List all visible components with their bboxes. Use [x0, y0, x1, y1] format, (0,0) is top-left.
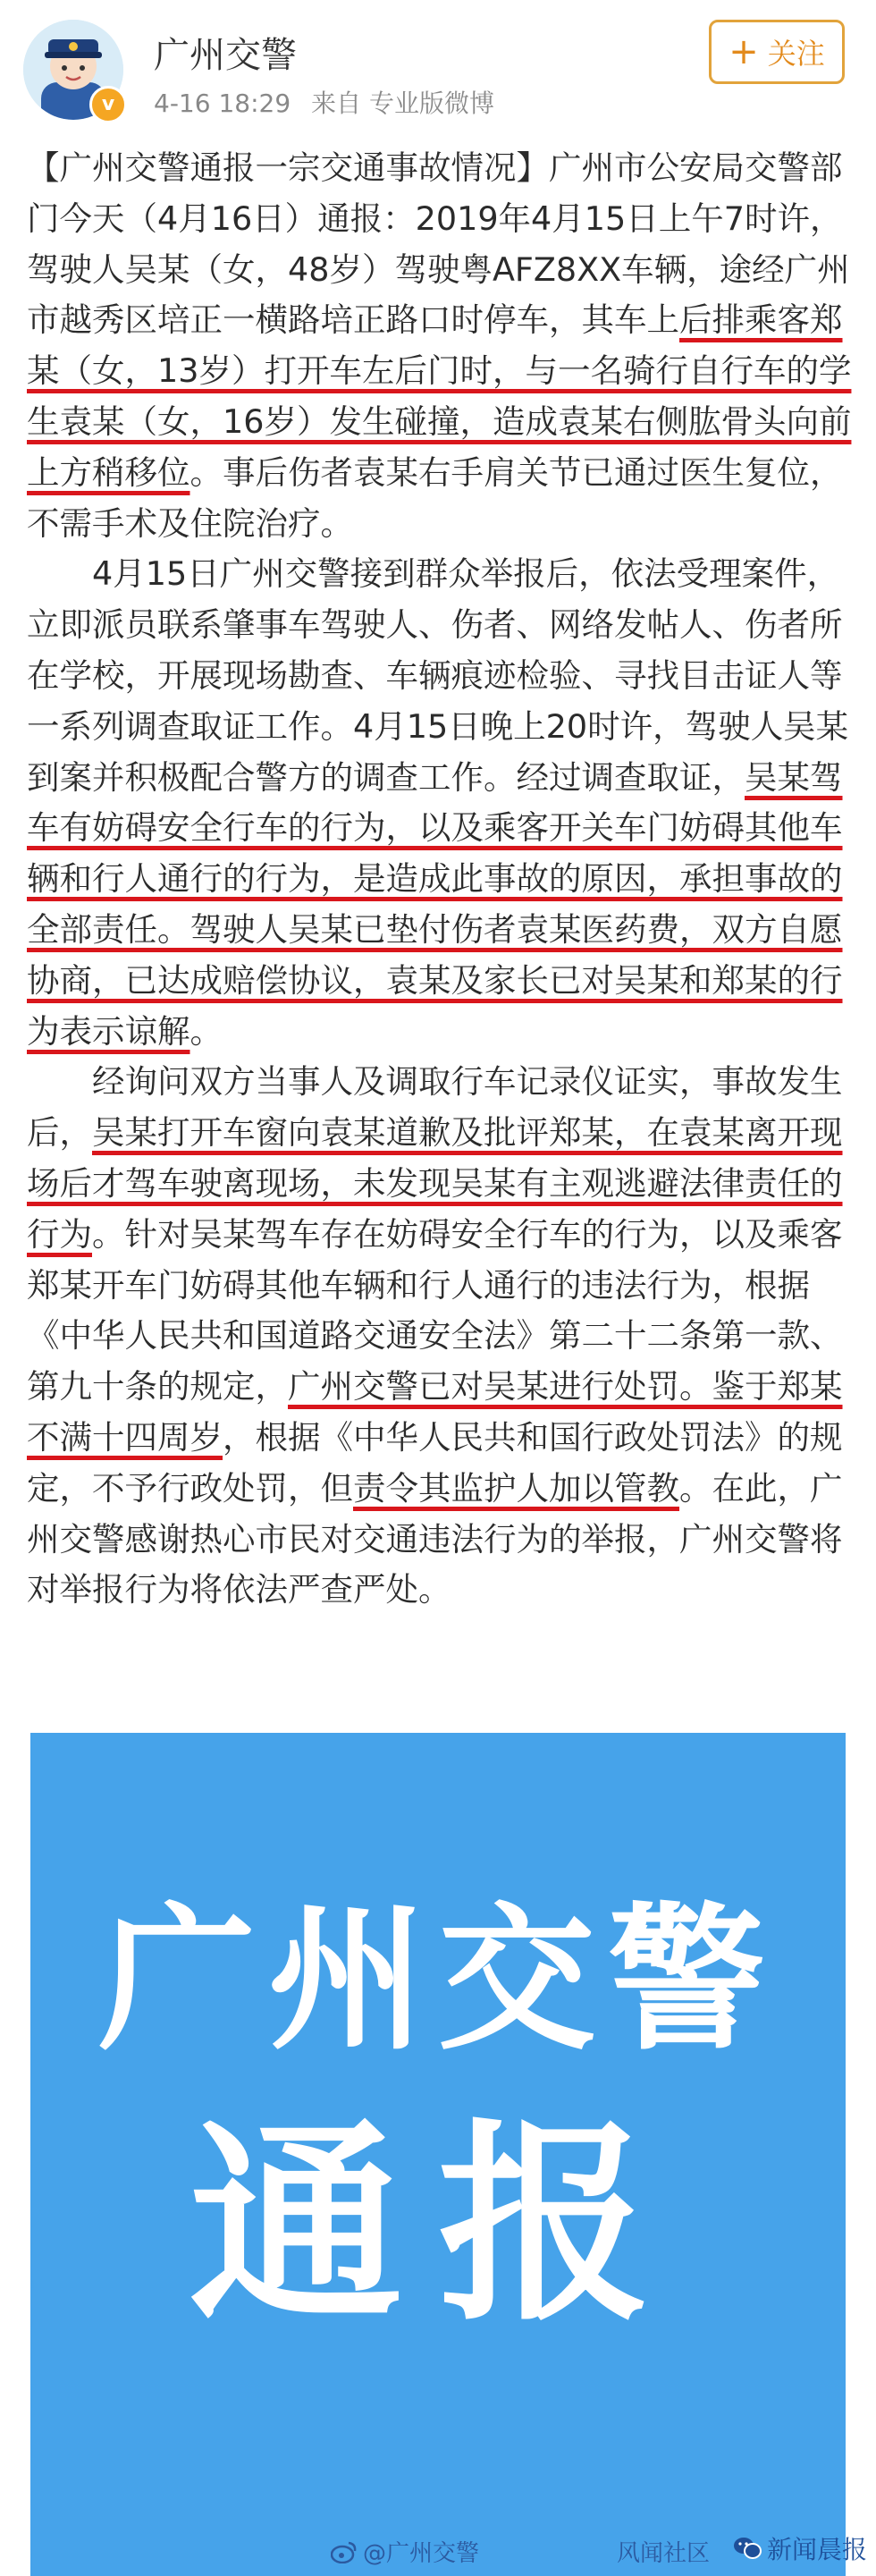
post-text: 经询问双方当事人及调取行车记录仪证实，事故发生后，	[27, 1062, 843, 1153]
post-text: 【广州交警通报一宗交通事故情况】广州市公安局交警部门今天（4月16日）通报：2019年4月15日上午7时许，驾驶人吴某（女，48岁）驾驶粤AFZ8XX车辆，途经广州市越秀区培正一横路培正路口时停车，其车上	[27, 148, 850, 340]
notice-banner-image	[30, 1733, 846, 2576]
post-paragraph-2	[27, 549, 854, 1057]
community-watermark: 风闻社区	[617, 2540, 711, 2567]
follow-label: 关注	[767, 37, 825, 71]
highlighted-text: 吴某驾车有妨碍安全行车的行为，以及乘客开关车门妨碍其他车辆和行人通行的行为，是造成此事故的原因，承担事故的全部责任。驾驶人吴某已垫付伤者袁某医药费，双方自愿协商，已达成赔偿协议，袁某及家长已对吴某和郑某的行为表示谅解	[27, 757, 843, 1051]
weibo-logo-icon	[331, 2540, 358, 2563]
plus-icon: +	[729, 31, 759, 72]
news-watermark-text: 新闻晨报	[767, 2535, 868, 2564]
post-source: 来自 专业版微博	[311, 89, 494, 118]
account-name[interactable]: 广州交警	[154, 35, 297, 76]
post-text: 。针对吴某驾车存在妨碍安全行车的行为，以及乘客郑某开车门妨碍其他车辆和行人通行的违法行为，根据《中华人民共和国道路交通安全法》第二十二条第一款、第九十条的规定，	[27, 1214, 843, 1406]
post-timestamp: 4-16 18:29	[154, 89, 291, 118]
post-header	[0, 0, 876, 143]
highlighted-text: 吴某打开车窗向袁某道歉及批评郑某，在袁某离开现场后才驾车驶离现场，未发现吴某有主观逃避法律责任的行为	[27, 1113, 843, 1254]
post-text: ，根据《中华人民共和国行政处罚法》的规定，不予行政处罚，但	[27, 1417, 843, 1508]
banner-title: 广州交警	[97, 1888, 778, 2072]
highlighted-text: 后排乘客郑某（女，13岁）打开车左后门时，与一名骑行自行车的学生袁某（女，16岁）发生碰撞，造成袁某右侧肱骨头向前上方稍移位	[27, 300, 852, 492]
post-text: 4月15日广州交警接到群众举报后，依法受理案件，立即派员联系肇事车驾驶人、伤者、网络发帖人、伤者所在学校，开展现场勘查、车辆痕迹检验、寻找目击证人等一系列调查取证工作。4月15日晚上20时许，驾驶人吴某到案并积极配合警方的调查工作。经过调查取证，	[27, 554, 849, 797]
post-paragraph-3	[27, 1057, 854, 1616]
banner-subtitle: 通报	[190, 2102, 686, 2350]
post-text: 。在此，广州交警感谢热心市民对交通违法行为的举报，广州交警将对举报行为将依法严查严处。	[27, 1468, 843, 1609]
wechat-logo-icon	[733, 2536, 762, 2561]
weibo-watermark-text: @广州交警	[363, 2540, 480, 2567]
follow-button[interactable]	[709, 20, 845, 84]
post-meta	[154, 84, 494, 120]
weibo-watermark	[331, 2535, 479, 2568]
post-text: 。事后伤者袁某右手肩关节已通过医生复位，不需手术及住院治疗。	[27, 452, 843, 543]
post-text: 。	[190, 1011, 223, 1051]
post-body	[27, 143, 854, 1616]
verified-badge-icon: v	[89, 86, 127, 123]
highlighted-text: 广州交警已对吴某进行处罚。鉴于郑某不满十四周岁	[27, 1367, 843, 1457]
news-watermark	[733, 2530, 867, 2566]
highlighted-text: 责令其监护人加以管教	[353, 1468, 679, 1508]
post-paragraph-1	[27, 143, 854, 549]
